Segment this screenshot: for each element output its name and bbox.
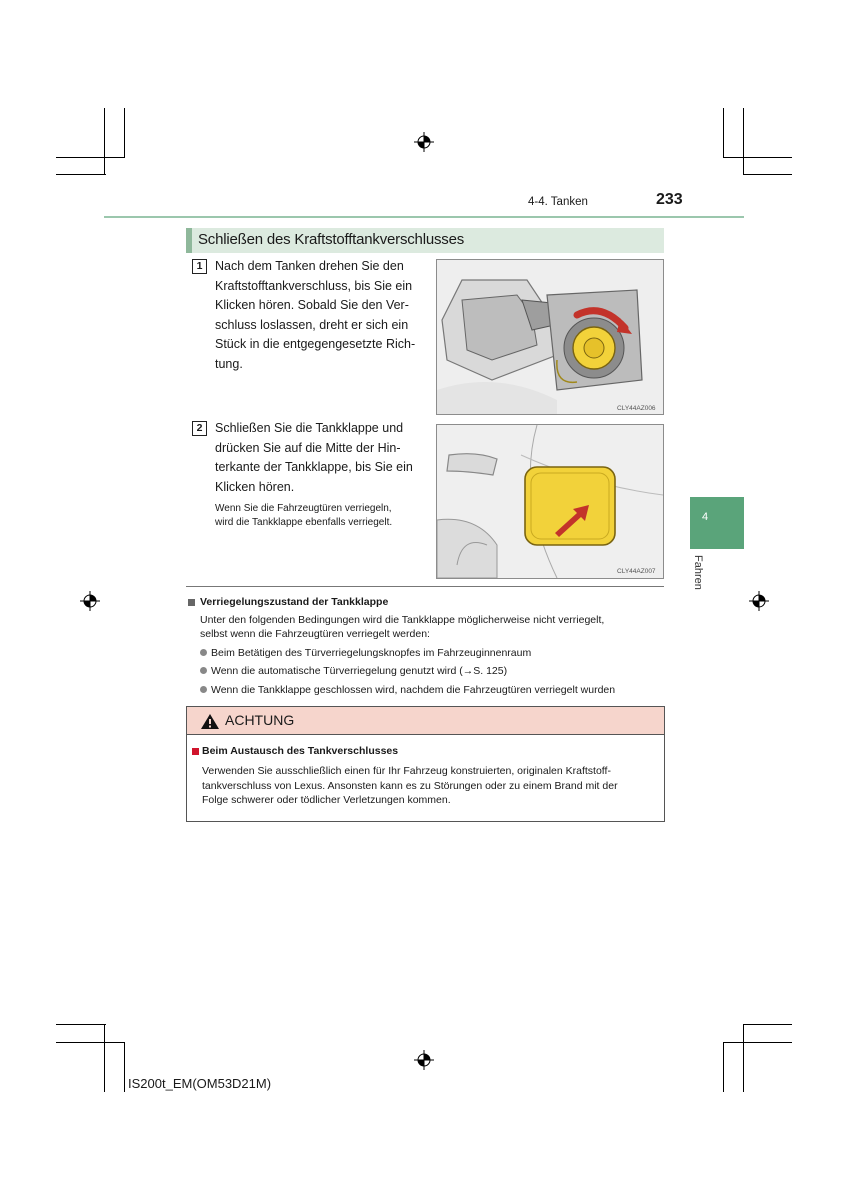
figure-code: CLY44AZ006 [617,405,656,412]
info-rule [186,586,664,587]
crop-mark [124,1042,125,1092]
chapter-tab[interactable] [690,497,744,549]
list-item [200,647,531,659]
list-item [200,665,507,677]
text-line: Schließen Sie die Tankklappe und [215,421,404,435]
text-line: selbst wenn die Fahrzeugtüren verriegelt werden: [200,628,430,640]
registration-mark-icon [414,1050,434,1070]
warning-triangle-icon [200,713,220,730]
info-title: Verriegelungszustand der Tankklappe [200,596,389,608]
step-number: 2 [192,421,207,436]
registration-mark-icon [749,591,769,611]
text-line: Klicken hören. Sobald Sie den Ver- [215,298,409,312]
header-section-title: 4-4. Tanken [528,196,588,208]
chapter-tab-number: 4 [702,511,709,523]
crop-mark [723,1042,724,1092]
list-item-text: Beim Betätigen des Türverriegelungsknopfes im Fahrzeuginnenraum [211,647,532,659]
bullet-icon [200,649,207,656]
crop-mark [743,174,792,175]
list-item-text: Wenn die Tankklappe geschlossen wird, nachdem die Fahrzeugtüren verriegelt wurden [211,684,616,696]
text-line: schluss loslassen, dreht er sich ein [215,317,409,332]
note-line: wird die Tankklappe ebenfalls verriegelt. [215,517,393,528]
warning-title: Beim Austausch des Tankverschlusses [202,745,399,757]
text-line: Unter den folgenden Bedingungen wird die Tankklappe möglicherweise nicht verriegelt, [200,614,605,626]
crop-mark [56,1024,106,1025]
text-line: drücken Sie auf die Mitte der Hin- [215,440,401,455]
crop-mark [743,1024,744,1092]
crop-mark [104,108,105,174]
crop-mark [743,1024,792,1025]
crop-mark [723,1042,792,1043]
text-line: tankverschluss von Lexus. Ansonsten kann es zu Störungen oder zu einem Brand mit der [202,779,618,792]
warning-label: ACHTUNG [225,712,295,728]
text-line: Nach dem Tanken drehen Sie den [215,259,404,273]
crop-mark [56,174,106,175]
text-line: tung. [215,356,243,371]
step-2-note [215,502,427,530]
fuel-cap-illustration [437,260,663,414]
section-heading [186,228,664,253]
list-item-text[interactable]: Wenn die automatische Türverriegelung genutzt wird (→S. 125) [211,665,508,677]
crop-mark [104,1024,105,1092]
crop-mark [723,108,724,158]
fuel-door-illustration [437,425,663,578]
info-square-icon [188,599,195,606]
warning-square-icon [192,748,199,755]
info-body [200,613,660,641]
footer-doc-code: IS200t_EM(OM53D21M) [128,1076,272,1091]
warning-header [187,707,664,735]
section-heading-text: Schließen des Kraftstofftankverschlusses [198,231,465,248]
figure-fuel-door [436,424,664,579]
warning-body [202,764,656,808]
registration-mark-icon [414,132,434,152]
section-heading-bar [186,228,192,253]
crop-mark [124,108,125,158]
step-2-text [215,419,424,497]
text-line: Klicken hören. [215,479,295,494]
crop-mark [723,157,792,158]
text-line: Folge schwerer oder tödlicher Verletzungen kommen. [202,794,451,806]
text-line: terkante der Tankklappe, bis Sie ein [215,460,413,474]
text-line: Stück in die entgegengesetzte Rich- [215,337,416,351]
page-number: 233 [656,191,683,208]
header-rule [104,216,744,218]
text-line: Verwenden Sie ausschließlich einen für Ihr Fahrzeug konstruierten, originalen Kraftstoff- [202,765,611,777]
bullet-icon [200,686,207,693]
crop-mark [56,1042,125,1043]
note-line: Wenn Sie die Fahrzeugtüren verriegeln, [215,503,392,514]
list-item [200,684,615,696]
chapter-tab-label: Fahren [692,555,704,590]
step-1-text [215,257,424,374]
figure-code: CLY44AZ007 [617,568,656,575]
figure-fuel-cap [436,259,664,415]
text-line: Kraftstofftankverschluss, bis Sie ein [215,278,413,293]
bullet-icon [200,667,207,674]
step-number: 1 [192,259,207,274]
crop-mark [56,157,125,158]
registration-mark-icon [80,591,100,611]
crop-mark [743,108,744,174]
